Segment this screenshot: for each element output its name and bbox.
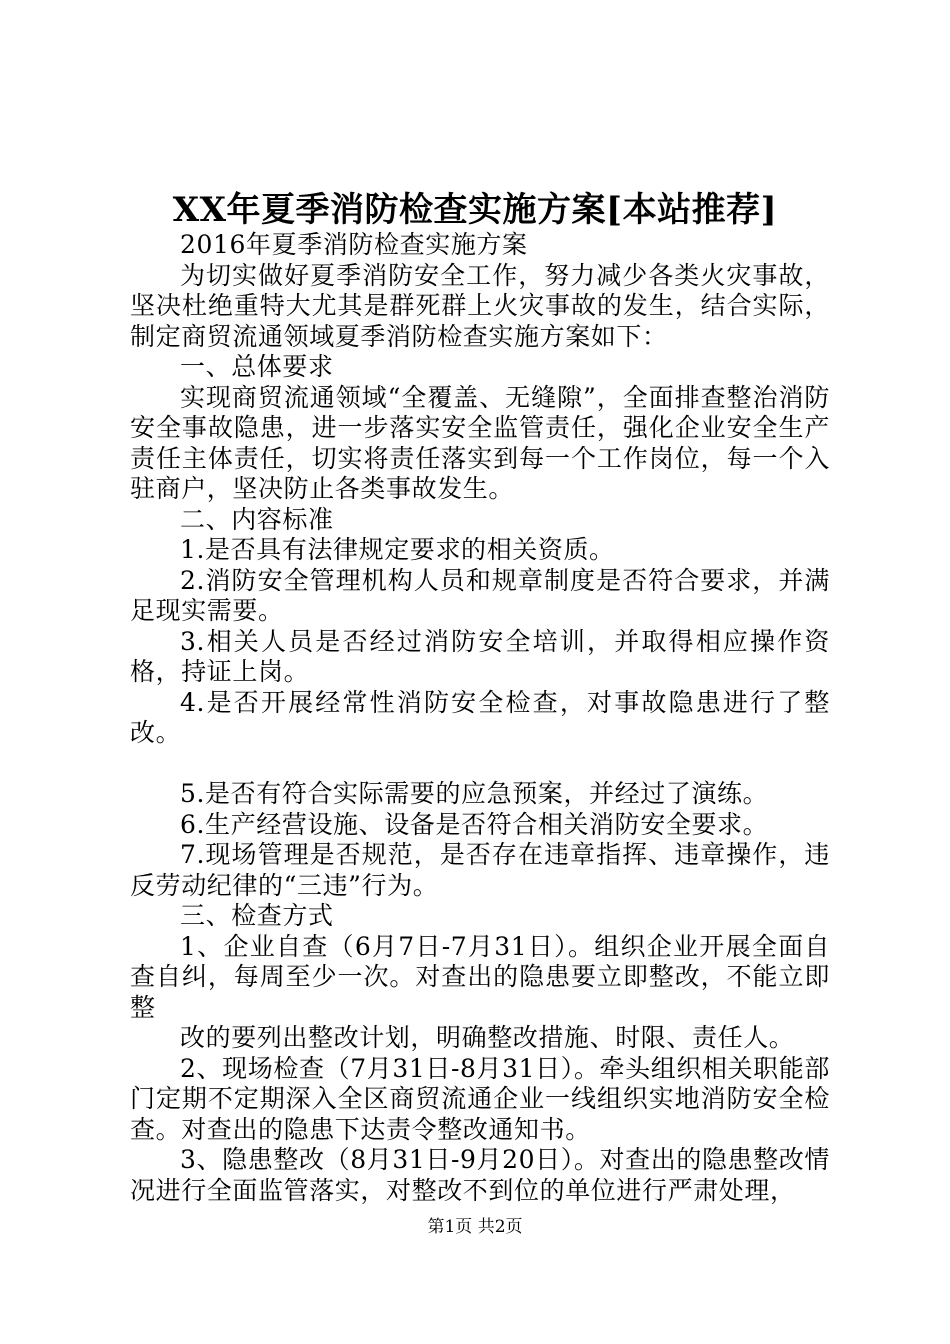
list-item: 6.生产经营设施、设备是否符合相关消防安全要求。 [180, 809, 769, 839]
intro-paragraph: 为切实做好夏季消防安全工作，努力减少各类火灾事故，坚决杜绝重特大尤其是群死群上火灾事故的发生，结合实际，制定商贸流通领域夏季消防检查实施方案如下： [130, 260, 830, 351]
section-heading: 一、总体要求 [180, 352, 334, 381]
list-item: 2.消防安全管理机构人员和规章制度是否符合要求，并满足现实需要。 [130, 565, 830, 625]
body-paragraph: 1、企业自查（6月7日-7月31日）。组织企业开展全面自查自纠，每周至少一次。对查出的隐患要立即整改，不能立即整 [130, 931, 830, 1022]
page-footer: 第1页 共2页 [427, 1217, 523, 1237]
body-paragraph: 实现商贸流通领域“全覆盖、无缝隙”，全面排查整治消防安全事故隐患，进一步落实安全监管责任，强化企业安全生产责任主体责任，切实将责任落实到每一个工作岗位，每一个入驻商户，坚决防止各类事故发生。 [130, 382, 830, 503]
list-item: 1.是否具有法律规定要求的相关资质。 [180, 535, 615, 564]
list-item: 3.相关人员是否经过消防安全培训，并取得相应操作资格，持证上岗。 [130, 626, 830, 686]
document-title: XX年夏季消防检查实施方案[本站推荐] [172, 190, 778, 230]
list-item: 4.是否开展经常性消防安全检查，对事故隐患进行了整改。 [130, 687, 830, 747]
body-paragraph: 改的要列出整改计划，明确整改措施、时限、责任人。 [180, 1023, 795, 1052]
document-body [130, 230, 830, 1206]
section-heading: 三、检查方式 [180, 901, 334, 930]
list-item: 7.现场管理是否规范，是否存在违章指挥、违章操作，违反劳动纪律的“三违”行为。 [130, 840, 830, 900]
body-paragraph: 2、现场检查（7月31日-8月31日）。牵头组织相关职能部门定期不定期深入全区商贸流通企业一线组织实地消防安全检查。对查出的隐患下达责令整改通知书。 [130, 1053, 830, 1144]
subtitle-paragraph: 2016年夏季消防检查实施方案 [180, 230, 528, 259]
section-heading: 二、内容标准 [180, 504, 334, 534]
body-paragraph: 3、隐患整改（8月31日-9月20日）。对查出的隐患整改情况进行全面监管落实，对整改不到位的单位进行严肃处理， [130, 1145, 830, 1205]
list-item: 5.是否有符合实际需要的应急预案，并经过了演练。 [180, 779, 769, 808]
